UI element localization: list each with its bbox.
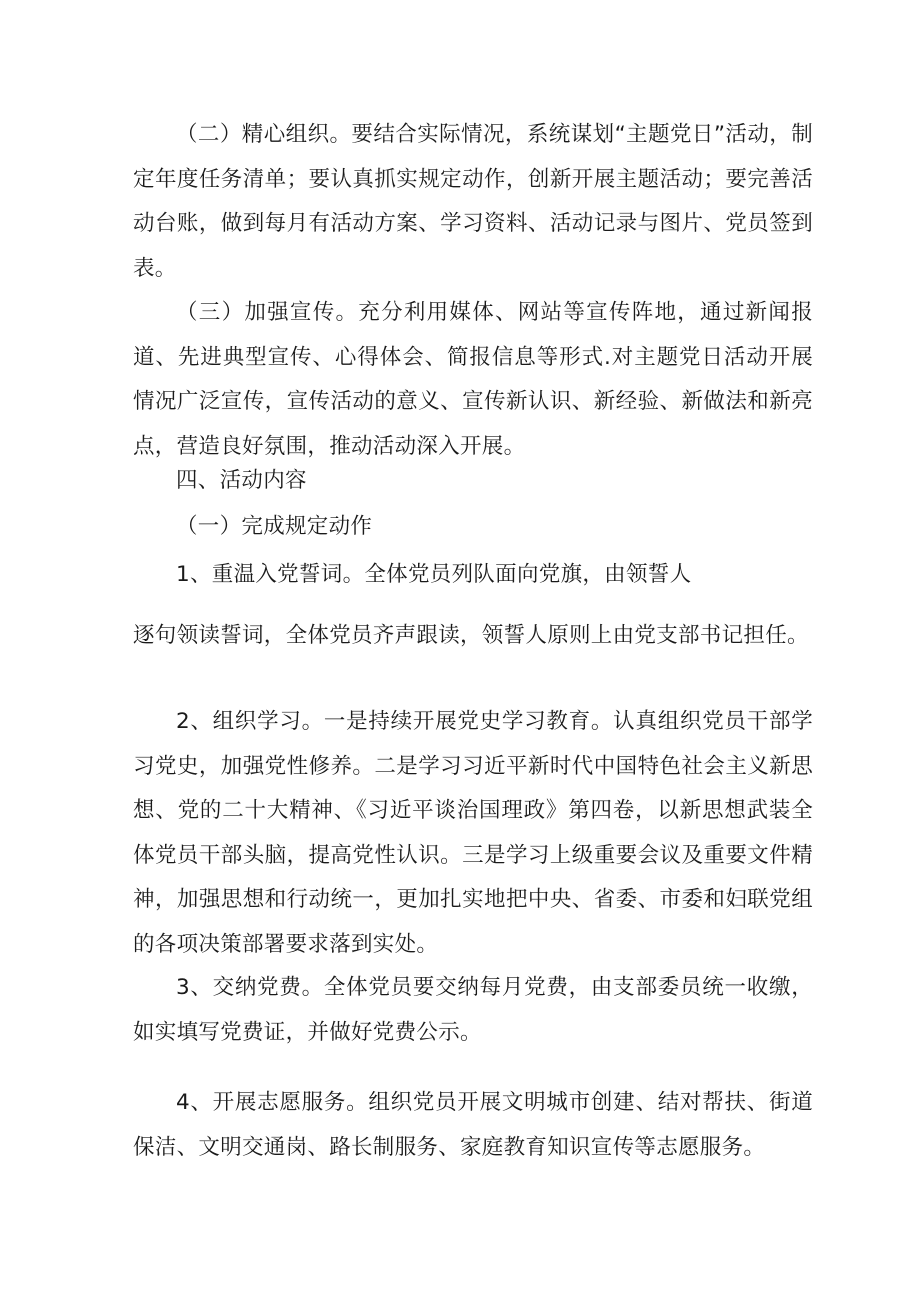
paragraph-volunteer-service: 4、开展志愿服务。组织党员开展文明城市创建、结对帮扶、街道保洁、文明交通岗、路长制服务、家庭教育知识宣传等志愿服务。 [133,1090,813,1160]
paragraph-oath-part2: 逐句领读誓词，全体党员齐声跟读，领誓人原则上由党支部书记担任。 [133,623,809,648]
paragraph-party-dues: 3、交纳党费。全体党员要交纳每月党费，由支部委员统一收缴，如实填写党费证，并做好党费公示。 [133,975,813,1045]
paragraph-careful-organization: （二）精心组织。要结合实际情况，系统谋划“主题党日”活动，制定年度任务清单；要认真抓实规定动作，创新开展主题活动；要完善活动台账，做到每月有活动方案、学习资料、活动记录与图片、党员签到表。 [133,122,813,281]
subsection-heading-required-actions: （一）完成规定动作 [176,514,373,539]
paragraph-oath-part1: 1、重温入党誓词。全体党员列队面向党旗，由领誓人 [176,562,692,587]
paragraph-strengthen-publicity: （三）加强宣传。充分利用媒体、网站等宣传阵地，通过新闻报道、先进典型宣传、心得体会、简报信息等形式.对主题党日活动开展情况广泛宣传，宣传活动的意义、宣传新认识、新经验、新做法和新亮点，营造良好氛围，推动活动深入开展。 [133,300,813,459]
paragraph-organize-study: 2、组织学习。一是持续开展党史学习教育。认真组织党员干部学习党史，加强党性修养。二是学习习近平新时代中国特色社会主义新思想、党的二十大精神、《习近平谈治国理政》第四卷，以新思想武装全体党员干部头脑，提高党性认识。三是学习上级重要会议及重要文件精神，加强思想和行动统一，更加扎实地把中央、省委、市委和妇联党组的各项决策部署要求落到实处。 [133,709,813,957]
section-heading-activity-content: 四、活动内容 [176,468,307,493]
